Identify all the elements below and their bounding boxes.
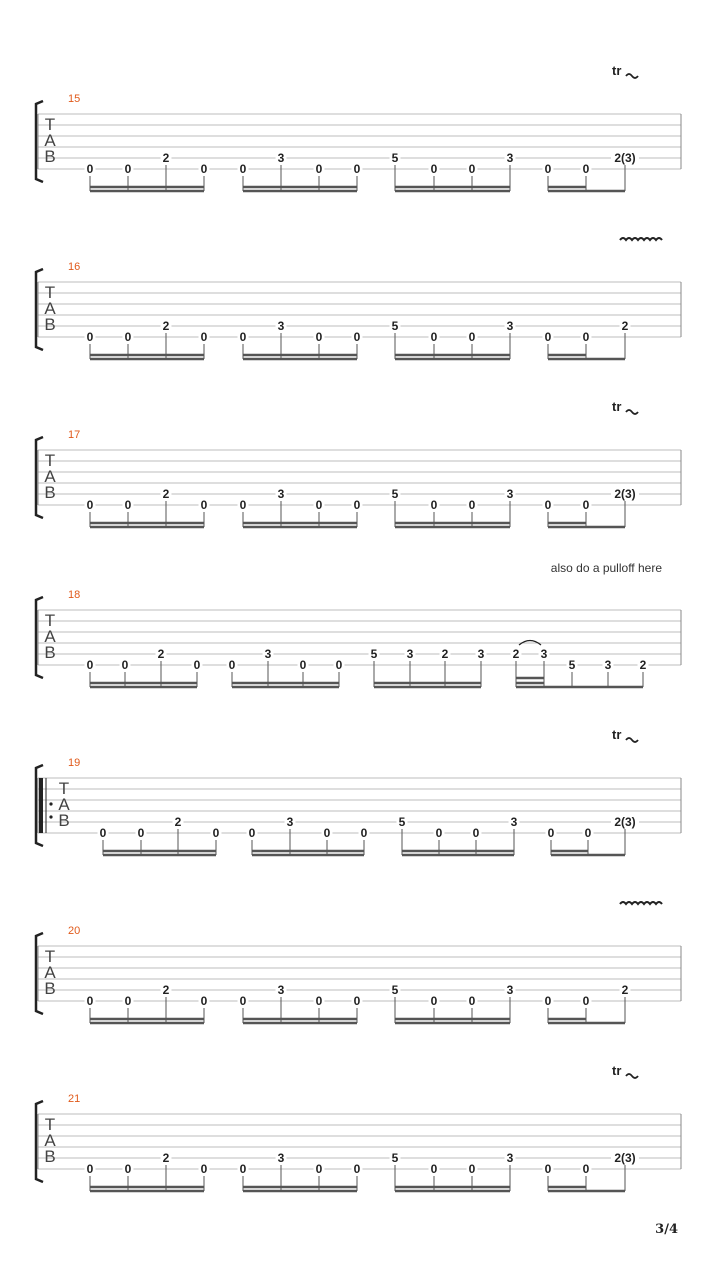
fret-number: 0 [582,1162,590,1176]
fret-number: 0 [239,1162,247,1176]
fret-number: 0 [430,1162,438,1176]
fret-number: 0 [124,1162,132,1176]
tab-clef-a: A [44,299,56,318]
fret-number: 0 [124,162,132,176]
tab-system-17 [36,399,681,527]
fret-number: 5 [370,647,378,661]
fret-number: 0 [248,826,256,840]
measure-number: 18 [68,589,81,601]
fret-number: 2 [157,647,165,661]
fret-number: 0 [544,498,552,512]
fret-number: 2 [162,487,170,501]
fret-number: 3 [277,151,285,165]
fret-number: 0 [239,330,247,344]
fret-number: 0 [86,162,94,176]
fret-number: 0 [315,1162,323,1176]
fret-number: 5 [568,658,576,672]
fret-number: 3 [277,1151,285,1165]
fret-number: 0 [435,826,443,840]
fret-number: 5 [391,319,399,333]
fret-number: 2 [162,319,170,333]
tab-clef-t: T [58,779,70,798]
fret-number: 2 [162,1151,170,1165]
measure-number: 21 [68,1093,81,1105]
fret-number: 3 [506,151,514,165]
trill-marking: tr [612,63,622,78]
fret-number: 2 [162,151,170,165]
fret-number: 0 [547,826,555,840]
tab-clef-t: T [44,947,56,966]
fret-number: 2 [441,647,449,661]
fret-number: 2 [162,983,170,997]
fret-number: 0 [544,330,552,344]
fret-number: 5 [398,815,406,829]
fret-number: 0 [315,498,323,512]
fret-number: 0 [582,162,590,176]
trill-wave-icon [626,738,638,742]
fret-number: 0 [200,162,208,176]
fret-number: 3 [277,983,285,997]
fret-number: 2(3) [614,487,636,501]
fret-number: 0 [124,498,132,512]
vibrato-wave-icon [620,238,662,240]
fret-number: 0 [430,498,438,512]
tab-clef-b: B [44,315,56,334]
tab-clef-a: A [44,131,56,150]
fret-number: 0 [86,1162,94,1176]
fret-number: 0 [86,330,94,344]
tab-clef-b: B [44,643,56,662]
fret-number: 0 [544,994,552,1008]
fret-number: 2 [621,319,629,333]
vibrato-wave-icon [620,902,662,904]
fret-number: 0 [353,330,361,344]
trill-wave-icon [626,74,638,78]
fret-number: 0 [315,330,323,344]
system-bracket [36,437,43,518]
measure-number: 15 [68,93,81,105]
page-number: 3/4 [655,1222,678,1237]
tab-system-19 [36,727,681,855]
fret-number: 0 [193,658,201,672]
fret-number: 0 [99,826,107,840]
fret-number: 0 [353,498,361,512]
system-bracket [36,101,43,182]
tab-clef-b: B [44,1147,56,1166]
fret-number: 3 [510,815,518,829]
tab-clef-t: T [44,283,56,302]
fret-number: 3 [506,983,514,997]
fret-number: 0 [137,826,145,840]
tab-clef-b: B [44,483,56,502]
fret-number: 0 [544,162,552,176]
tab-clef-t: T [44,115,56,134]
tab-clef-a: A [44,1131,56,1150]
fret-number: 0 [228,658,236,672]
fret-number: 0 [582,994,590,1008]
tab-clef-b: B [58,811,70,830]
fret-number: 0 [315,994,323,1008]
tab-clef-a: A [44,963,56,982]
fret-number: 3 [286,815,294,829]
tab-clef-a: A [58,795,70,814]
system-bracket [36,597,43,678]
fret-number: 0 [544,1162,552,1176]
fret-number: 3 [540,647,548,661]
fret-number: 0 [299,658,307,672]
trill-marking: tr [612,727,622,742]
fret-number: 0 [200,1162,208,1176]
trill-wave-icon [626,410,638,414]
fret-number: 0 [315,162,323,176]
tab-clef-b: B [44,147,56,166]
system-bracket [36,269,43,350]
tab-clef-a: A [44,467,56,486]
tab-system-18 [36,561,681,687]
fret-number: 0 [472,826,480,840]
fret-number: 0 [200,994,208,1008]
fret-number: 0 [323,826,331,840]
repeat-dot [49,802,52,805]
fret-number: 0 [468,498,476,512]
fret-number: 0 [200,498,208,512]
tab-clef-t: T [44,611,56,630]
fret-number: 0 [430,330,438,344]
fret-number: 5 [391,487,399,501]
fret-number: 0 [212,826,220,840]
fret-number: 2 [512,647,520,661]
fret-number: 0 [584,826,592,840]
fret-number: 3 [264,647,272,661]
fret-number: 5 [391,1151,399,1165]
fret-number: 2 [174,815,182,829]
fret-number: 0 [430,162,438,176]
fret-number: 0 [353,1162,361,1176]
trill-wave-icon [626,1074,638,1078]
fret-number: 0 [582,330,590,344]
fret-number: 0 [468,162,476,176]
repeat-dot [49,815,52,818]
tab-system-21 [36,1063,681,1191]
system-bracket [36,933,43,1014]
fret-number: 2 [621,983,629,997]
fret-number: 2(3) [614,815,636,829]
trill-marking: tr [612,399,622,414]
measure-number: 17 [68,429,81,441]
tab-clef-b: B [44,979,56,998]
fret-number: 3 [477,647,485,661]
fret-number: 0 [200,330,208,344]
fret-number: 3 [406,647,414,661]
fret-number: 5 [391,151,399,165]
fret-number: 2(3) [614,1151,636,1165]
fret-number: 0 [86,498,94,512]
fret-number: 0 [360,826,368,840]
fret-number: 3 [506,1151,514,1165]
fret-number: 0 [86,994,94,1008]
fret-number: 0 [582,498,590,512]
fret-number: 0 [468,994,476,1008]
fret-number: 2(3) [614,151,636,165]
fret-number: 0 [353,162,361,176]
system-bracket [36,1101,43,1182]
tab-system-15 [36,63,681,191]
fret-number: 0 [239,162,247,176]
tab-system-20 [36,902,681,1023]
fret-number: 2 [639,658,647,672]
fret-number: 3 [604,658,612,672]
fret-number: 0 [124,994,132,1008]
fret-number: 0 [86,658,94,672]
tab-clef-t: T [44,451,56,470]
fret-number: 3 [506,487,514,501]
measure-number: 20 [68,925,81,937]
fret-number: 0 [335,658,343,672]
repeat-thick-bar [39,778,43,833]
measure-number: 19 [68,757,81,769]
measure-number: 16 [68,261,81,273]
fret-number: 3 [506,319,514,333]
fret-number: 0 [468,1162,476,1176]
tab-clef-a: A [44,627,56,646]
annotation-text: also do a pulloff here [550,561,662,575]
tab-clef-t: T [44,1115,56,1134]
fret-number: 0 [468,330,476,344]
fret-number: 0 [430,994,438,1008]
fret-number: 0 [239,498,247,512]
fret-number: 0 [124,330,132,344]
tab-system-16 [36,238,681,359]
fret-number: 3 [277,319,285,333]
trill-marking: tr [612,1063,622,1078]
fret-number: 3 [277,487,285,501]
fret-number: 0 [353,994,361,1008]
fret-number: 0 [239,994,247,1008]
fret-number: 5 [391,983,399,997]
fret-number: 0 [121,658,129,672]
